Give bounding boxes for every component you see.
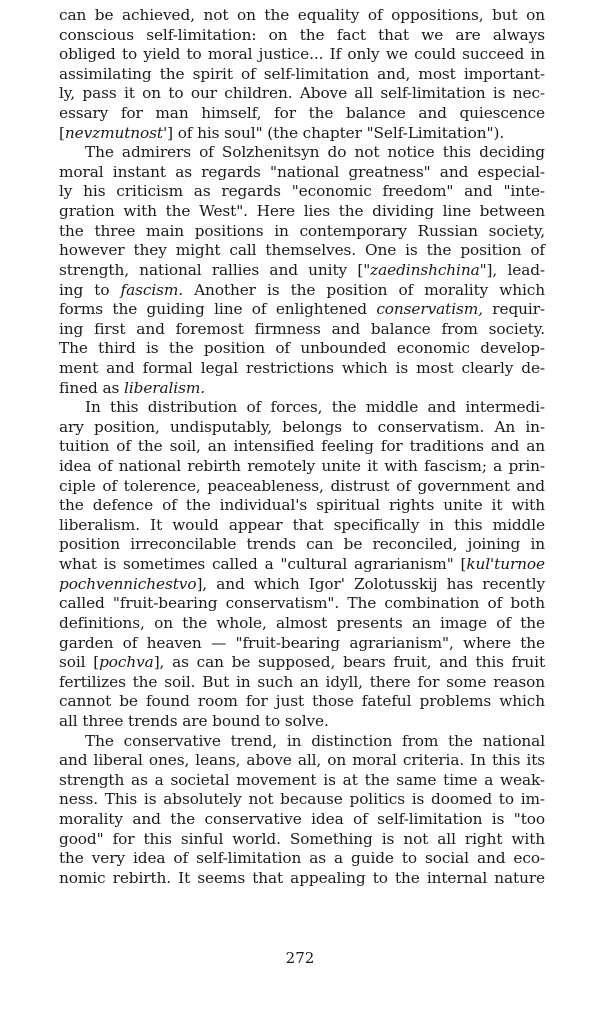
text-segment: In this distribution of forces, the middle and intermedi-: [85, 398, 545, 417]
text-line: [59, 320, 545, 340]
text-line: [59, 477, 545, 497]
text-line: [59, 163, 545, 183]
text-line: [59, 810, 545, 830]
text-segment: ly his criticism as regards "economic freedom" and "inte-: [59, 182, 545, 201]
text-line: [59, 379, 545, 399]
text-segment: The conservative trend, in distinction from the national: [85, 731, 545, 750]
text-segment: assimilating the spirit of self-limitation and, most important-: [59, 64, 545, 83]
text-segment: ly, pass it on to our children. Above all self-limitation is nec-: [59, 84, 545, 103]
text-segment: strength as a societal movement is at the same time a weak-: [59, 770, 545, 789]
italic-term: zaedinshchina: [370, 260, 480, 279]
text-line: [59, 104, 545, 124]
text-line: [59, 202, 545, 222]
text-segment: Another is the position of morality which: [183, 280, 545, 299]
text-segment: The third is the position of unbounded economic develop-: [59, 339, 545, 358]
text-line: [59, 45, 545, 65]
text-line: [59, 614, 545, 634]
page-number: 272: [285, 949, 315, 967]
text-segment: definitions, on the whole, almost presents an image of the: [59, 613, 545, 632]
text-segment: called "fruit-bearing conservatism". The combination of both: [59, 594, 545, 613]
text-segment: ary position, undisputably, belongs to conservatism. An in-: [59, 417, 545, 436]
text-line: [59, 6, 545, 26]
text-segment: liberalism. It would appear that specifically in this middle: [59, 515, 545, 534]
text-segment: nomic rebirth. It seems that appealing to the internal nature: [59, 868, 545, 887]
italic-term: liberalism.: [124, 378, 206, 397]
text-segment: ], and which Igor' Zolotusskij has recently: [196, 574, 545, 593]
text-segment: cannot be found room for just those fateful problems which: [59, 692, 545, 711]
text-segment: position irreconcilable trends can be reconciled, joining in: [59, 535, 545, 554]
text-segment: garden of heaven — "fruit-bearing agrarianism", where the: [59, 633, 545, 652]
text-line: [59, 692, 545, 712]
text-segment: ], as can be supposed, bears fruit, and this fruit: [153, 653, 545, 672]
text-line: [59, 241, 545, 261]
text-line: [59, 535, 545, 555]
text-line: [59, 496, 545, 516]
text-segment: essary for man himself, for the balance and quiescence: [59, 104, 545, 123]
text-segment: ciple of tolerence, peaceableness, distrust of government and: [59, 476, 545, 495]
text-segment: The admirers of Solzhenitsyn do not notice this deciding: [85, 143, 545, 162]
text-segment: what is sometimes called a "cultural agrarianism" [: [59, 555, 467, 574]
text-segment: soil [: [59, 653, 100, 672]
text-segment: forms the guiding line of enlightened: [59, 300, 377, 319]
text-segment: strength, national rallies and unity [": [59, 260, 371, 279]
text-line: [59, 182, 545, 202]
text-line: [59, 555, 545, 575]
text-segment: however they might call themselves. One is the position of: [59, 241, 545, 260]
text-line: [59, 751, 545, 771]
text-segment: the defence of the individual's spiritual rights unite it with: [59, 496, 545, 515]
text-line: [59, 281, 545, 301]
text-line: [59, 594, 545, 614]
text-line: [59, 712, 545, 732]
text-segment: [: [59, 123, 65, 142]
text-line: [59, 437, 545, 457]
text-line: [59, 830, 545, 850]
text-line: [59, 359, 545, 379]
text-segment: the very idea of self-limitation as a guide to social and eco-: [59, 849, 545, 868]
italic-term: nevzmutnost': [64, 123, 168, 142]
text-segment: ing first and foremost firmness and balance from society.: [59, 319, 545, 338]
italic-term: fascism.: [120, 280, 184, 299]
text-segment: requir-: [482, 300, 545, 319]
text-line: [59, 398, 545, 418]
text-line: [59, 849, 545, 869]
text-segment: gration with the West". Here lies the dividing line between: [59, 202, 545, 221]
text-segment: ing to: [59, 280, 121, 299]
text-segment: ] of his soul" (the chapter "Self-Limitation").: [167, 123, 505, 142]
text-segment: and liberal ones, leans, above all, on moral criteria. In this its: [59, 751, 545, 770]
text-line: [59, 26, 545, 46]
text-segment: morality and the conservative idea of self-limitation is "too: [59, 809, 545, 828]
italic-term: pochvennichestvo: [59, 574, 197, 593]
text-line: [59, 124, 545, 144]
text-line: [59, 222, 545, 242]
text-segment: conscious self-limitation: on the fact that we are always: [59, 25, 545, 44]
text-segment: tuition of the soil, an intensified feeling for traditions and an: [59, 437, 545, 456]
text-segment: idea of national rebirth remotely unite it with fascism; a prin-: [59, 457, 545, 476]
text-segment: all three trends are bound to solve.: [59, 711, 329, 730]
text-segment: can be achieved, not on the equality of oppositions, but on: [59, 6, 545, 24]
text-line: [59, 65, 545, 85]
text-segment: ment and formal legal restrictions which is most clearly de-: [59, 358, 545, 377]
text-line: [59, 653, 545, 673]
text-line: [59, 300, 545, 320]
italic-term: kul'turnoe: [466, 555, 545, 574]
text-segment: moral instant as regards "national greatness" and especial-: [59, 162, 545, 181]
text-line: [59, 457, 545, 477]
text-segment: ness. This is absolutely not because politics is doomed to im-: [59, 790, 545, 809]
text-segment: good" for this sinful world. Something is not all right with: [59, 829, 545, 848]
text-line: [59, 732, 545, 752]
italic-term: pochva: [99, 653, 154, 672]
text-line: [59, 771, 545, 791]
text-segment: obliged to yield to moral justice... If only we could succeed in: [59, 45, 545, 64]
page-body: [59, 6, 545, 888]
text-segment: "], lead-: [479, 260, 546, 279]
text-line: [59, 790, 545, 810]
italic-term: conservatism,: [376, 300, 483, 319]
text-line: [59, 84, 545, 104]
text-segment: fined as: [59, 378, 125, 397]
text-line: [59, 516, 545, 536]
text-line: [59, 339, 545, 359]
text-line: [59, 261, 545, 281]
text-line: [59, 418, 545, 438]
text-line: [59, 143, 545, 163]
text-segment: fertilizes the soil. But in such an idyll, there for some reason: [59, 672, 545, 691]
text-line: [59, 634, 545, 654]
text-segment: the three main positions in contemporary Russian society,: [59, 221, 545, 240]
text-line: [59, 673, 545, 693]
text-line: [59, 575, 545, 595]
text-line: [59, 869, 545, 889]
body-text: [59, 6, 545, 888]
